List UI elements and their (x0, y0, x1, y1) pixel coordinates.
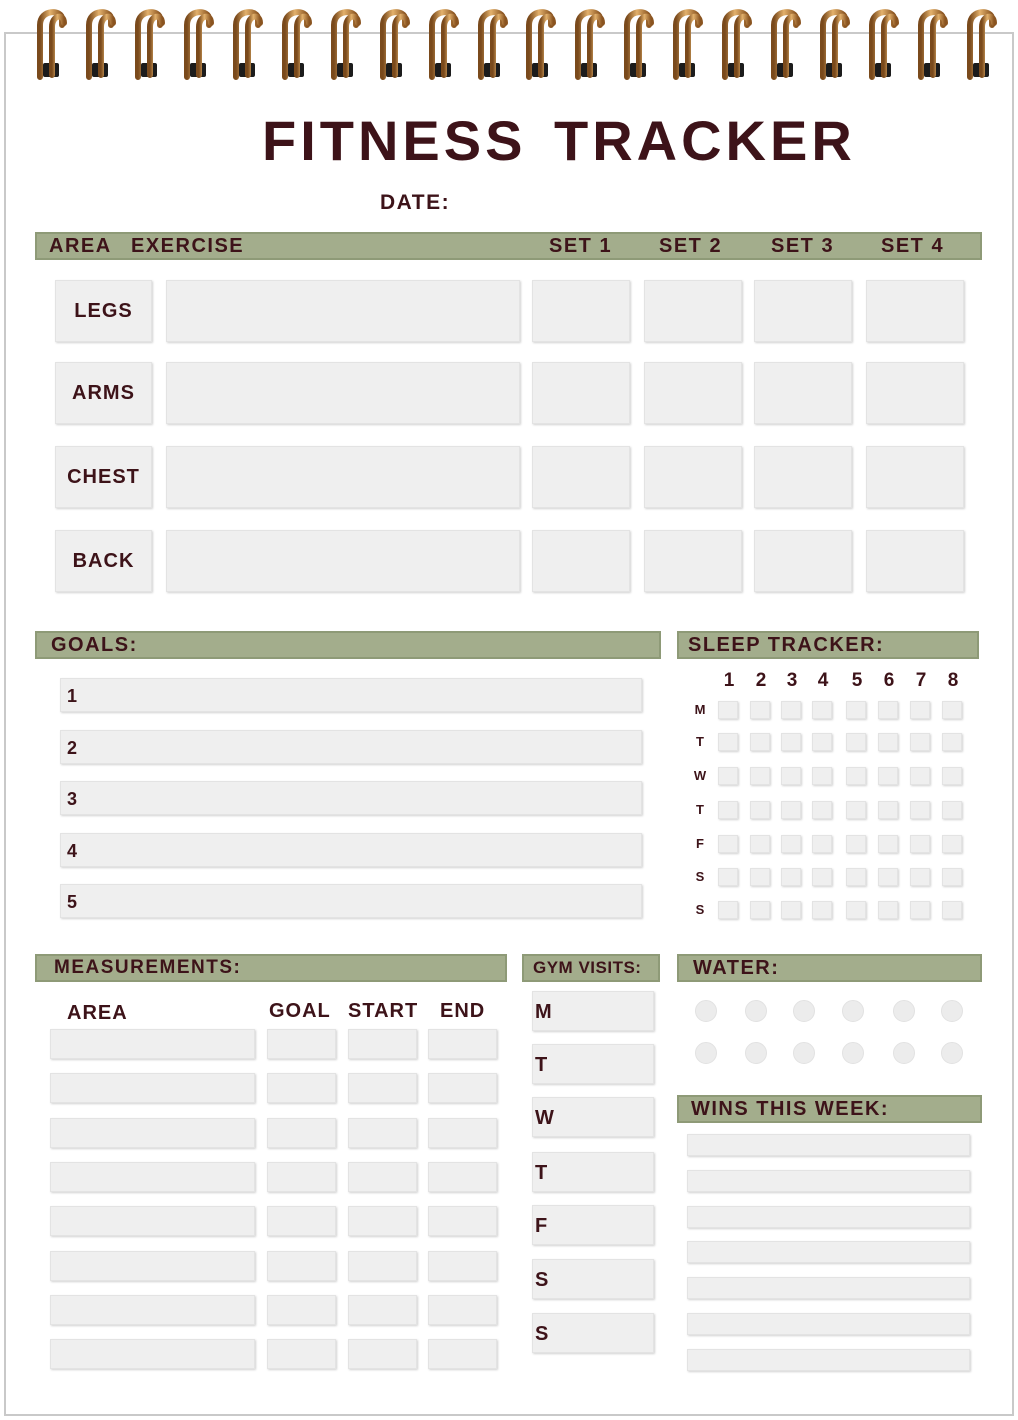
win-line-field[interactable] (687, 1241, 970, 1263)
exercise-field[interactable] (166, 446, 520, 508)
exercise-field[interactable] (166, 280, 520, 342)
sleep-cell[interactable] (846, 701, 866, 719)
sleep-hour-label: 6 (883, 670, 895, 691)
measurement-goal-field[interactable] (267, 1206, 336, 1236)
sleep-cell[interactable] (878, 733, 898, 751)
sleep-hour-label: 2 (755, 670, 767, 691)
measurement-end-field[interactable] (428, 1073, 497, 1103)
win-line-field[interactable] (687, 1134, 970, 1156)
sleep-cell[interactable] (718, 835, 738, 853)
spiral-coil (866, 3, 900, 81)
measurement-start-field[interactable] (348, 1295, 417, 1325)
gym-visit-thursday[interactable]: T (532, 1152, 654, 1192)
sleep-cell[interactable] (878, 701, 898, 719)
set-2-field[interactable] (644, 530, 742, 592)
sleep-cell[interactable] (878, 868, 898, 886)
measurement-area-field[interactable] (50, 1073, 255, 1103)
measurement-start-field[interactable] (348, 1251, 417, 1281)
sleep-cell[interactable] (910, 901, 930, 919)
sleep-cell[interactable] (942, 835, 962, 853)
set-4-header: SET 4 (881, 235, 945, 257)
sleep-cell[interactable] (878, 801, 898, 819)
sleep-day-label: M (694, 702, 706, 717)
water-glass-circle[interactable] (941, 1000, 963, 1022)
sleep-cell[interactable] (781, 701, 801, 719)
sleep-cell[interactable] (942, 767, 962, 785)
measurements-area-header: AREA (67, 1002, 128, 1024)
set-1-field[interactable] (532, 280, 630, 342)
water-glass-circle[interactable] (695, 1000, 717, 1022)
page-title-right: TRACKER (554, 109, 856, 172)
date-label: DATE: (380, 191, 451, 214)
win-line-field[interactable] (687, 1349, 970, 1371)
set-2-field[interactable] (644, 280, 742, 342)
sleep-cell[interactable] (846, 835, 866, 853)
measurement-area-field[interactable] (50, 1162, 255, 1192)
set-3-field[interactable] (754, 530, 852, 592)
sleep-day-label: S (695, 902, 705, 917)
gym-visit-sunday[interactable]: S (532, 1313, 654, 1353)
measurement-end-field[interactable] (428, 1162, 497, 1192)
sleep-cell[interactable] (781, 767, 801, 785)
spiral-coil (426, 3, 460, 81)
set-3-header: SET 3 (771, 235, 835, 257)
water-glass-circle[interactable] (893, 1042, 915, 1064)
sleep-cell[interactable] (718, 733, 738, 751)
set-3-field[interactable] (754, 362, 852, 424)
measurement-start-field[interactable] (348, 1162, 417, 1192)
sleep-cell[interactable] (781, 733, 801, 751)
sleep-cell[interactable] (942, 733, 962, 751)
measurement-end-field[interactable] (428, 1339, 497, 1369)
sleep-cell[interactable] (910, 868, 930, 886)
set-3-field[interactable] (754, 280, 852, 342)
page-title-left: FITNESS (262, 109, 527, 172)
sleep-cell[interactable] (812, 835, 832, 853)
sleep-cell[interactable] (812, 868, 832, 886)
spiral-coil (768, 3, 802, 81)
area-label-chest: CHEST (55, 446, 152, 508)
gym-visit-wednesday[interactable]: W (532, 1097, 654, 1137)
spiral-coil (915, 3, 949, 81)
spiral-coil (83, 3, 117, 81)
spiral-coil (572, 3, 606, 81)
measurement-start-field[interactable] (348, 1339, 417, 1369)
win-line-field[interactable] (687, 1313, 970, 1335)
set-1-field[interactable] (532, 530, 630, 592)
spiral-coil (621, 3, 655, 81)
measurements-start-header: START (348, 1000, 419, 1022)
set-1-field[interactable] (532, 446, 630, 508)
sleep-day-label: S (695, 869, 705, 884)
sleep-cell[interactable] (750, 901, 770, 919)
gym-visit-monday[interactable]: M (532, 991, 654, 1031)
set-3-field[interactable] (754, 446, 852, 508)
sleep-cell[interactable] (846, 801, 866, 819)
goal-field-3[interactable]: 3 (60, 781, 642, 815)
spiral-coil (181, 3, 215, 81)
sleep-cell[interactable] (910, 835, 930, 853)
measurement-area-field[interactable] (50, 1206, 255, 1236)
sleep-cell[interactable] (750, 767, 770, 785)
sleep-cell[interactable] (812, 767, 832, 785)
sleep-hour-label: 3 (786, 670, 798, 691)
spiral-coil (34, 3, 68, 81)
sleep-cell[interactable] (846, 868, 866, 886)
gym-visit-friday[interactable]: F (532, 1205, 654, 1245)
measurements-label: MEASUREMENTS: (54, 957, 242, 978)
sleep-cell[interactable] (812, 901, 832, 919)
sleep-cell[interactable] (781, 901, 801, 919)
sleep-tracker-label: SLEEP TRACKER: (688, 634, 885, 656)
wins-header-bar (677, 1095, 982, 1123)
sleep-cell[interactable] (750, 868, 770, 886)
area-label-legs: LEGS (55, 280, 152, 342)
win-line-field[interactable] (687, 1206, 970, 1228)
spiral-coil (475, 3, 509, 81)
measurement-goal-field[interactable] (267, 1029, 336, 1059)
measurement-end-field[interactable] (428, 1295, 497, 1325)
spiral-coil (279, 3, 313, 81)
measurement-start-field[interactable] (348, 1029, 417, 1059)
sleep-cell[interactable] (910, 801, 930, 819)
set-4-field[interactable] (866, 280, 964, 342)
sleep-cell[interactable] (910, 767, 930, 785)
set-4-field[interactable] (866, 362, 964, 424)
measurement-area-field[interactable] (50, 1251, 255, 1281)
set-4-field[interactable] (866, 530, 964, 592)
sleep-cell[interactable] (812, 701, 832, 719)
measurement-goal-field[interactable] (267, 1295, 336, 1325)
gym-visits-header-bar (522, 954, 660, 982)
measurement-goal-field[interactable] (267, 1162, 336, 1192)
spiral-coil (964, 3, 998, 81)
measurement-end-field[interactable] (428, 1206, 497, 1236)
water-glass-circle[interactable] (893, 1000, 915, 1022)
water-glass-circle[interactable] (695, 1042, 717, 1064)
sleep-cell[interactable] (812, 733, 832, 751)
sleep-cell[interactable] (812, 801, 832, 819)
sleep-cell[interactable] (942, 801, 962, 819)
sleep-cell[interactable] (781, 835, 801, 853)
set-4-field[interactable] (866, 446, 964, 508)
sleep-day-label: F (696, 836, 704, 851)
spiral-coil (132, 3, 166, 81)
measurements-header-bar (35, 954, 507, 982)
gym-visits-label: GYM VISITS: (533, 958, 642, 977)
measurement-start-field[interactable] (348, 1118, 417, 1148)
sleep-hour-label: 8 (947, 670, 959, 691)
spiral-coil (670, 3, 704, 81)
set-1-field[interactable] (532, 362, 630, 424)
set-2-field[interactable] (644, 362, 742, 424)
spiral-coil (328, 3, 362, 81)
sleep-cell[interactable] (942, 901, 962, 919)
sleep-cell[interactable] (718, 901, 738, 919)
sleep-cell[interactable] (750, 835, 770, 853)
goal-field-2[interactable]: 2 (60, 730, 642, 764)
sleep-hour-label: 1 (723, 670, 735, 691)
sleep-cell[interactable] (718, 767, 738, 785)
water-glass-circle[interactable] (793, 1042, 815, 1064)
measurement-end-field[interactable] (428, 1029, 497, 1059)
measurement-goal-field[interactable] (267, 1118, 336, 1148)
sleep-cell[interactable] (718, 868, 738, 886)
sleep-day-label: T (696, 734, 704, 749)
exercise-header: EXERCISE (131, 235, 245, 257)
sleep-day-label: T (696, 802, 704, 817)
spiral-coil (230, 3, 264, 81)
area-label-arms: ARMS (55, 362, 152, 424)
measurement-area-field[interactable] (50, 1118, 255, 1148)
goal-field-5[interactable]: 5 (60, 884, 642, 918)
win-line-field[interactable] (687, 1170, 970, 1192)
sleep-cell[interactable] (878, 835, 898, 853)
water-glass-circle[interactable] (842, 1042, 864, 1064)
area-header: AREA (49, 235, 112, 257)
measurement-end-field[interactable] (428, 1251, 497, 1281)
water-glass-circle[interactable] (745, 1000, 767, 1022)
measurement-goal-field[interactable] (267, 1339, 336, 1369)
water-header-bar (677, 954, 982, 982)
sleep-cell[interactable] (942, 868, 962, 886)
spiral-coil (719, 3, 753, 81)
sleep-cell[interactable] (910, 733, 930, 751)
sleep-cell[interactable] (718, 801, 738, 819)
sleep-hour-label: 4 (817, 670, 829, 691)
sleep-hour-label: 5 (851, 670, 863, 691)
water-glass-circle[interactable] (842, 1000, 864, 1022)
measurement-end-field[interactable] (428, 1118, 497, 1148)
exercise-field[interactable] (166, 530, 520, 592)
gym-visit-tuesday[interactable]: T (532, 1044, 654, 1084)
measurements-goal-header: GOAL (269, 1000, 331, 1022)
area-label-back: BACK (55, 530, 152, 592)
sleep-cell[interactable] (942, 701, 962, 719)
exercise-header-bar (35, 232, 982, 260)
measurement-area-field[interactable] (50, 1295, 255, 1325)
water-glass-circle[interactable] (793, 1000, 815, 1022)
measurement-goal-field[interactable] (267, 1073, 336, 1103)
water-label: WATER: (693, 957, 780, 979)
sleep-cell[interactable] (846, 733, 866, 751)
goals-header-bar (35, 631, 661, 659)
measurement-goal-field[interactable] (267, 1251, 336, 1281)
sleep-cell[interactable] (878, 901, 898, 919)
set-2-header: SET 2 (659, 235, 723, 257)
goals-label: GOALS: (51, 634, 138, 656)
sleep-cell[interactable] (910, 701, 930, 719)
measurements-end-header: END (440, 1000, 486, 1022)
sleep-cell[interactable] (750, 801, 770, 819)
wins-label: WINS THIS WEEK: (691, 1098, 890, 1120)
spiral-coil (523, 3, 557, 81)
goal-field-4[interactable]: 4 (60, 833, 642, 867)
sleep-cell[interactable] (781, 801, 801, 819)
sleep-hour-label: 7 (915, 670, 927, 691)
sleep-cell[interactable] (750, 733, 770, 751)
spiral-coil (377, 3, 411, 81)
sleep-cell[interactable] (718, 701, 738, 719)
measurement-start-field[interactable] (348, 1206, 417, 1236)
sleep-day-label: W (693, 768, 707, 783)
set-1-header: SET 1 (549, 235, 613, 257)
water-glass-circle[interactable] (745, 1042, 767, 1064)
measurement-area-field[interactable] (50, 1029, 255, 1059)
sleep-cell[interactable] (846, 901, 866, 919)
exercise-field[interactable] (166, 362, 520, 424)
spiral-coil (817, 3, 851, 81)
measurement-area-field[interactable] (50, 1339, 255, 1369)
measurement-start-field[interactable] (348, 1073, 417, 1103)
goal-field-1[interactable]: 1 (60, 678, 642, 712)
set-2-field[interactable] (644, 446, 742, 508)
water-glass-circle[interactable] (941, 1042, 963, 1064)
sleep-tracker-header-bar (677, 631, 979, 659)
gym-visit-saturday[interactable]: S (532, 1259, 654, 1299)
sleep-cell[interactable] (878, 767, 898, 785)
win-line-field[interactable] (687, 1277, 970, 1299)
sleep-cell[interactable] (781, 868, 801, 886)
sleep-cell[interactable] (846, 767, 866, 785)
sleep-cell[interactable] (750, 701, 770, 719)
